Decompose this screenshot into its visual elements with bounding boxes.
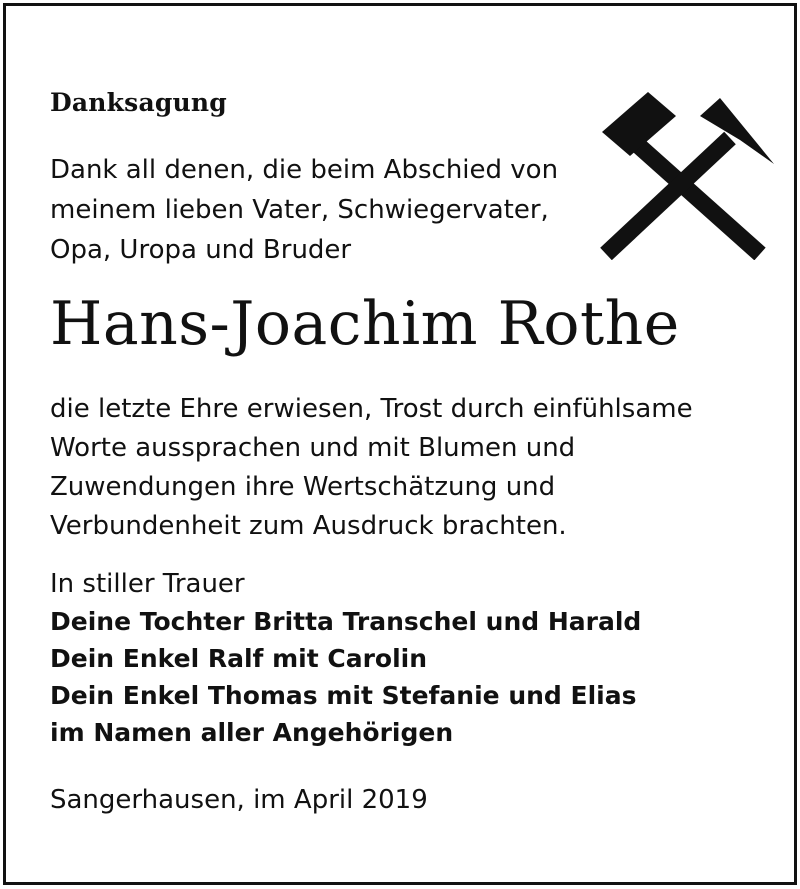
mourner-line: Deine Tochter Britta Transchel und Harald — [50, 607, 642, 636]
intro-text — [50, 150, 590, 270]
place-and-date: Sangerhausen, im April 2019 — [50, 785, 428, 815]
mourners-block — [50, 566, 750, 751]
body-line: Worte aussprachen und mit Blumen und — [50, 433, 576, 463]
body-line: die letzte Ehre erwiesen, Trost durch einfühlsame — [50, 394, 693, 424]
intro-line: Dank all denen, die beim Abschied von — [50, 155, 559, 185]
intro-line: meinem lieben Vater, Schwiegervater, — [50, 195, 549, 225]
mourning-intro: In stiller Trauer — [50, 569, 245, 599]
hammer-and-pick-icon — [592, 92, 774, 260]
notice-heading: Danksagung — [50, 88, 227, 117]
deceased-name: Hans-Joachim Rothe — [50, 289, 680, 359]
intro-line: Opa, Uropa und Bruder — [50, 235, 352, 265]
body-line: Verbundenheit zum Ausdruck brachten. — [50, 511, 567, 541]
obituary-notice — [3, 3, 797, 885]
mourner-line: im Namen aller Angehörigen — [50, 718, 454, 747]
body-line: Zuwendungen ihre Wertschätzung und — [50, 472, 556, 502]
mourner-line: Dein Enkel Ralf mit Carolin — [50, 644, 428, 673]
thanks-body — [50, 390, 750, 546]
mourner-line: Dein Enkel Thomas mit Stefanie und Elias — [50, 681, 637, 710]
